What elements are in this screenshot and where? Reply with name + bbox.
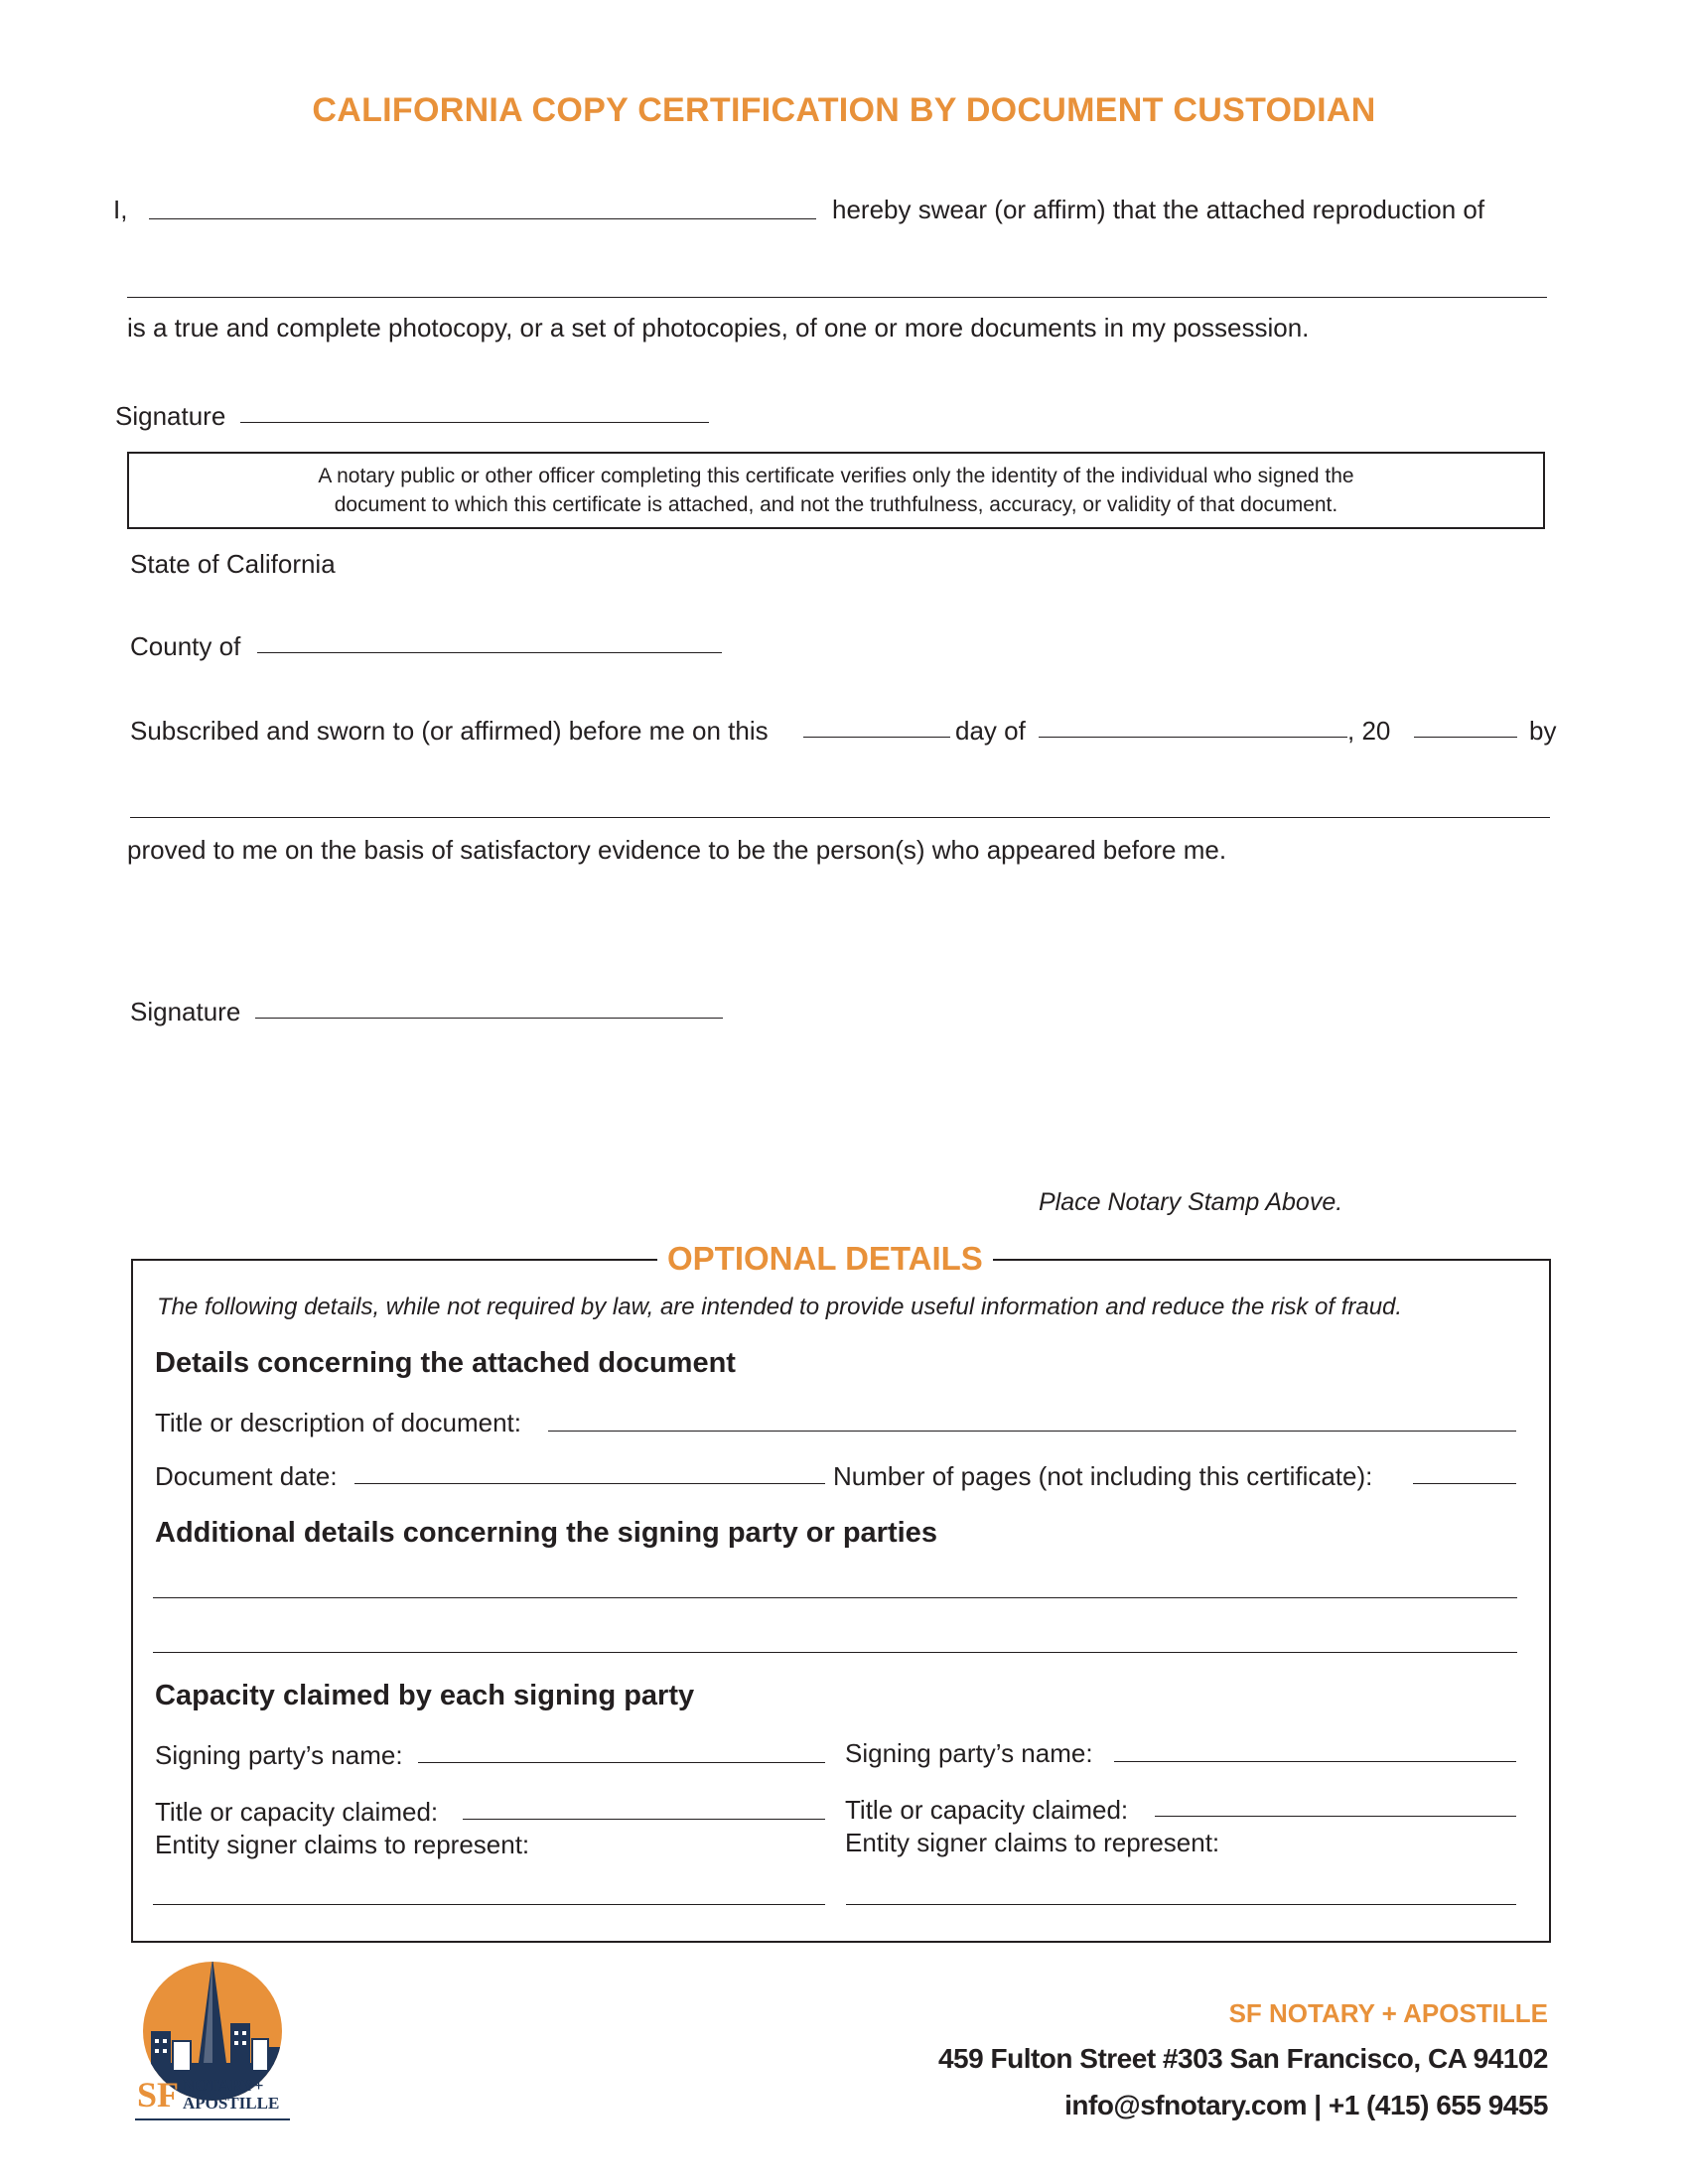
custodian-signature-label: Signature: [115, 401, 226, 431]
county-label: County of: [130, 631, 241, 661]
sf-notary-logo: [133, 1954, 292, 2122]
party1-name-field[interactable]: [418, 1762, 825, 1763]
disclaimer-line-1: A notary public or other officer completing this certificate verifies only the identity of the individual who signed the: [318, 465, 1354, 487]
additional-details-field-1[interactable]: [153, 1597, 1517, 1598]
doc-date-field[interactable]: [354, 1483, 825, 1484]
swear-text: hereby swear (or affirm) that the attached reproduction of: [832, 195, 1485, 224]
notary-signature-label: Signature: [130, 997, 241, 1026]
proved-text: proved to me on the basis of satisfactory evidence to be the person(s) who appeared before me.: [127, 835, 1227, 865]
optional-intro: The following details, while not required by law, are intended to provide useful information and reduce the risk of fraud.: [157, 1294, 1403, 1320]
document-description-field[interactable]: [127, 297, 1547, 298]
footer-contact[interactable]: info@sfnotary.com | +1 (415) 655 9455: [1064, 2090, 1548, 2120]
party2-title-label: Title or capacity claimed:: [845, 1795, 1129, 1825]
custodian-prefix: I,: [113, 195, 128, 224]
custodian-statement: is a true and complete photocopy, or a set of photocopies, of one or more documents in my possession.: [127, 313, 1310, 342]
custodian-signature-field[interactable]: [240, 422, 709, 423]
footer-brand: SF NOTARY + APOSTILLE: [1228, 1998, 1548, 2028]
additional-details-field-2[interactable]: [153, 1652, 1517, 1653]
capacity-heading: Capacity claimed by each signing party: [155, 1680, 695, 1711]
doc-title-label: Title or description of document:: [155, 1408, 521, 1437]
pages-label: Number of pages (not including this certificate):: [833, 1461, 1373, 1491]
state-label: State of California: [130, 549, 336, 579]
logo-line-1: NOTARY+: [183, 2076, 264, 2095]
county-field[interactable]: [257, 652, 722, 653]
party1-title-label: Title or capacity claimed:: [155, 1797, 439, 1827]
optional-details-heading: OPTIONAL DETAILS: [657, 1239, 993, 1279]
subscribed-text: Subscribed and sworn to (or affirmed) before me on this: [130, 716, 769, 746]
logo-line-2: APOSTILLE: [183, 2094, 280, 2113]
by-text: by: [1529, 716, 1557, 746]
party1-name-label: Signing party’s name:: [155, 1740, 403, 1770]
heading-rule-right: [1019, 1259, 1113, 1261]
notary-signature-field[interactable]: [255, 1018, 723, 1019]
logo-sf-text: SF: [137, 2075, 180, 2115]
stamp-note: Place Notary Stamp Above.: [1039, 1188, 1343, 1216]
notary-disclaimer-box: [127, 452, 1545, 529]
logo-underline: [135, 2118, 290, 2120]
signer-names-field[interactable]: [130, 817, 1550, 818]
party2-name-label: Signing party’s name:: [845, 1738, 1093, 1768]
party2-entity-field[interactable]: [846, 1904, 1516, 1905]
party1-title-field[interactable]: [463, 1819, 825, 1820]
party2-name-field[interactable]: [1114, 1761, 1516, 1762]
month-field[interactable]: [1039, 737, 1347, 738]
year-prefix: , 20: [1347, 716, 1391, 746]
party1-entity-field[interactable]: [153, 1904, 825, 1905]
disclaimer-line-2: document to which this certificate is attached, and not the truthfulness, accuracy, or validity of that document.: [334, 493, 1338, 516]
day-field[interactable]: [803, 737, 950, 738]
document-title: CALIFORNIA COPY CERTIFICATION BY DOCUMENT CUSTODIAN: [312, 91, 1376, 129]
doc-details-heading: Details concerning the attached document: [155, 1347, 736, 1379]
day-of-text: day of: [955, 716, 1026, 746]
pages-field[interactable]: [1413, 1483, 1516, 1484]
party1-entity-label: Entity signer claims to represent:: [155, 1830, 530, 1859]
doc-title-field[interactable]: [548, 1431, 1516, 1432]
custodian-name-field[interactable]: [149, 218, 816, 219]
party2-entity-label: Entity signer claims to represent:: [845, 1828, 1220, 1857]
additional-details-heading: Additional details concerning the signing party or parties: [155, 1517, 937, 1549]
footer-address: 459 Fulton Street #303 San Francisco, CA 94102: [937, 2043, 1548, 2074]
party2-title-field[interactable]: [1155, 1816, 1516, 1817]
year-field[interactable]: [1414, 737, 1517, 738]
doc-date-label: Document date:: [155, 1461, 338, 1491]
heading-rule-left: [429, 1259, 671, 1261]
